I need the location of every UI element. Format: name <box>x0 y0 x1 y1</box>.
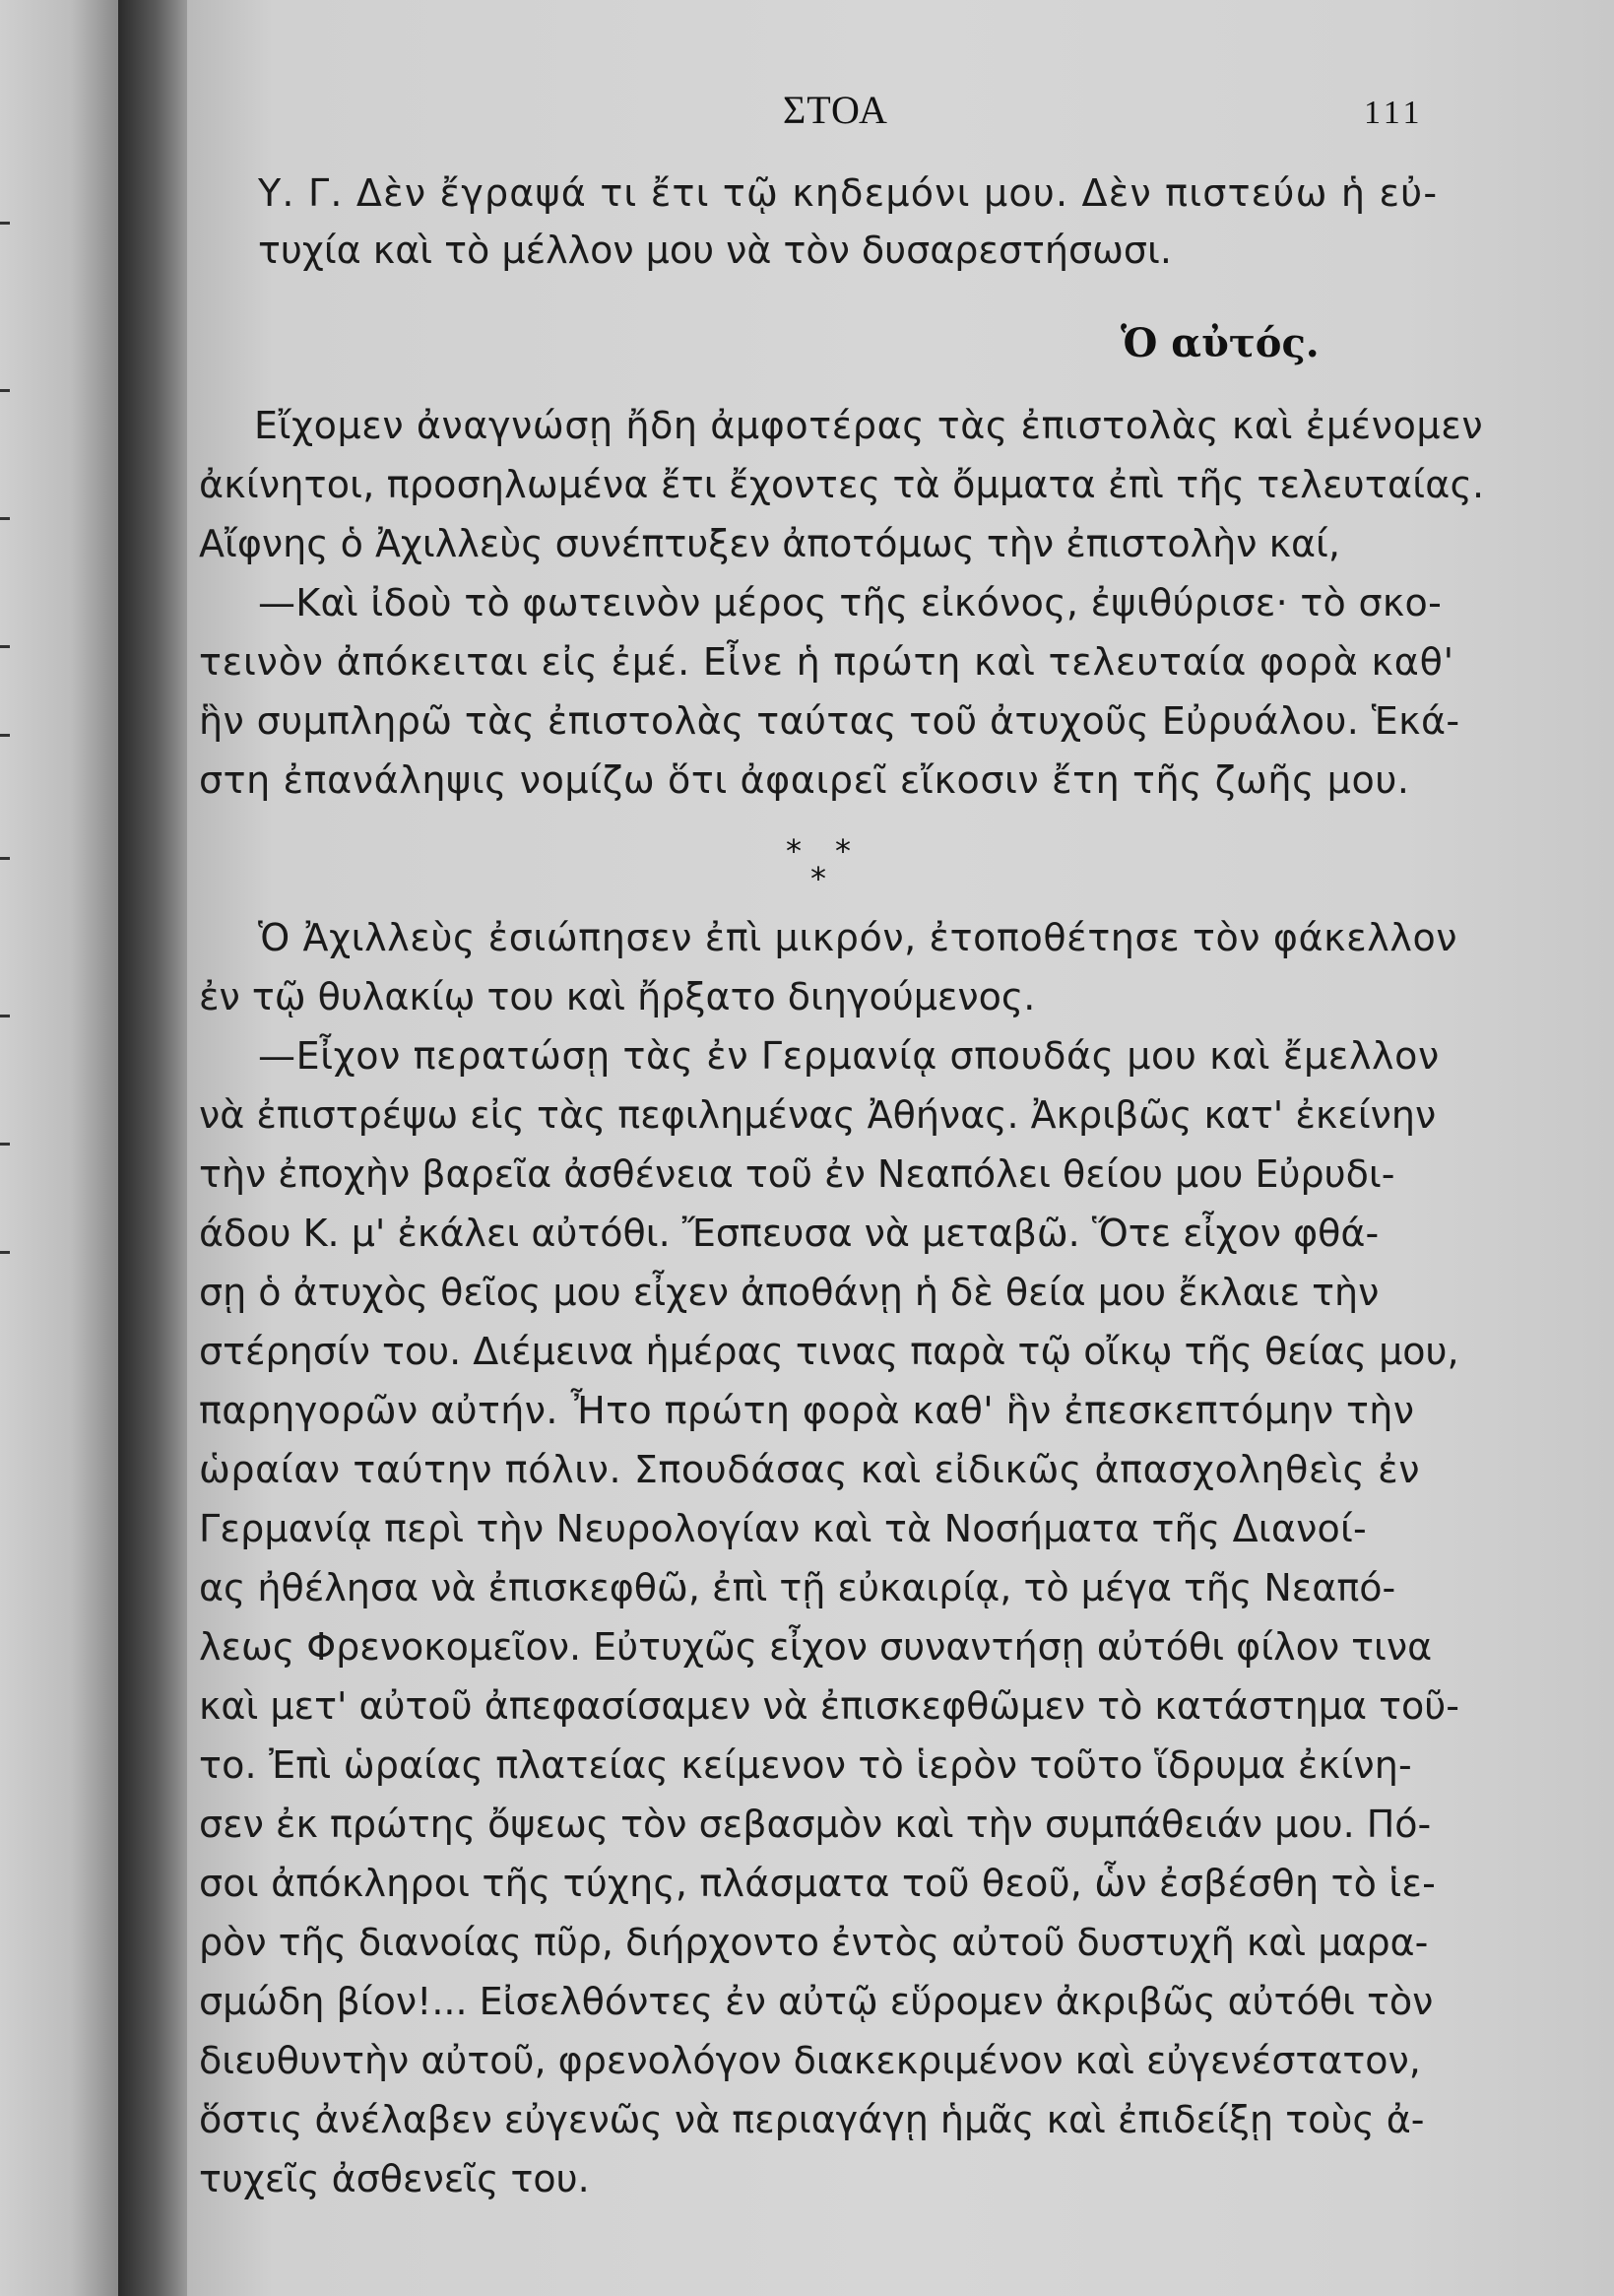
text-line: Εἴχομεν ἀναγνώσῃ ἤδη ἀμφοτέρας τὰς ἐπιστολὰς καὶ ἐμένομεν <box>254 404 1484 447</box>
text-line: νὰ ἐπιστρέψω εἰς τὰς πεφιλημένας Ἀθήνας. Ἀκριβῶς κατ' ἐκείνην <box>199 1093 1437 1137</box>
text-line: ὡραίαν ταύτην πόλιν. Σπουδάσας καὶ εἰδικῶς ἀπασχοληθεὶς ἐν <box>199 1448 1421 1491</box>
text-line: άδου Κ. μ' ἐκάλει αὐτόθι. Ἔσπευσα νὰ μεταβῶ. Ὅτε εἶχον φθά- <box>199 1212 1380 1255</box>
page-number: 111 <box>1364 95 1424 131</box>
text-line: σῃ ὁ ἀτυχὸς θεῖος μου εἶχεν ἀποθάνῃ ἡ δὲ θεία μου ἔκλαιε τὴν <box>199 1271 1380 1314</box>
asterism-star: * <box>835 832 851 870</box>
adjacent-page-mark <box>0 517 10 520</box>
adjacent-page-mark <box>0 1015 10 1017</box>
text-line: τεινὸν ἀπόκειται εἰς ἐμέ. Εἶνε ἡ πρώτη καὶ τελευταία φορὰ καθ' <box>199 640 1454 684</box>
text-line: —Καὶ ἰδοὺ τὸ φωτεινὸν μέρος τῆς εἰκόνος, ἐψιθύρισε· τὸ σκο- <box>258 581 1443 624</box>
adjacent-page-mark <box>0 645 10 648</box>
text-line: στέρησίν του. Διέμεινα ἡμέρας τινας παρὰ τῷ οἴκῳ τῆς θείας μου, <box>199 1330 1459 1373</box>
book-gutter <box>118 0 187 2296</box>
adjacent-page-mark <box>0 1251 10 1254</box>
text-line: ἐν τῷ θυλακίῳ του καὶ ἤρξατο διηγούμενος. <box>199 975 1036 1018</box>
text-line: παρηγορῶν αὐτήν. Ἦτο πρώτη φορὰ καθ' ἣν ἐπεσκεπτόμην τὴν <box>199 1389 1415 1432</box>
text-line: ἀκίνητοι, προσηλωμένα ἔτι ἔχοντες τὰ ὄμματα ἐπὶ τῆς τελευταίας. <box>199 463 1485 506</box>
text-line: Αἴφνης ὁ Ἀχιλλεὺς συνέπτυξεν ἀποτόμως τὴν ἐπιστολὴν καί, <box>199 522 1340 565</box>
section-break-asterism <box>778 832 867 901</box>
text-line: ας ἠθέλησα νὰ ἐπισκεφθῶ, ἐπὶ τῇ εὐκαιρίᾳ, τὸ μέγα τῆς Νεαπό- <box>199 1566 1396 1609</box>
text-line: τυχία καὶ τὸ μέλλον μου νὰ τὸν δυσαρεστήσωσι. <box>258 229 1172 272</box>
running-header-title: ΣΤΟΑ <box>783 88 888 132</box>
adjacent-page-mark <box>0 222 10 225</box>
text-line: τὴν ἐποχὴν βαρεῖα ἀσθένεια τοῦ ἐν Νεαπόλει θείου μου Εὐρυδι- <box>199 1152 1395 1196</box>
text-line: σεν ἐκ πρώτης ὄψεως τὸν σεβασμὸν καὶ τὴν συμπάθειάν μου. Πό- <box>199 1803 1432 1846</box>
text-line: Γερμανίᾳ περὶ τὴν Νευρολογίαν καὶ τὰ Νοσήματα τῆς Διανοί- <box>199 1507 1367 1550</box>
text-line: ὅστις ἀνέλαβεν εὐγενῶς νὰ περιαγάγῃ ἡμᾶς καὶ ἐπιδείξῃ τοὺς ἀ- <box>199 2098 1425 2141</box>
text-line: το. Ἐπὶ ὡραίας πλατείας κείμενον τὸ ἱερὸν τοῦτο ἵδρυμα ἐκίνη- <box>199 1743 1412 1787</box>
text-line: σμώδη βίον!... Εἰσελθόντες ἐν αὐτῷ εὕρομεν ἀκριβῶς αὐτόθι τὸν <box>199 1980 1434 2023</box>
adjacent-page-mark <box>0 389 10 392</box>
signature: Ὁ αὐτός. <box>1121 320 1320 366</box>
text-line: Υ. Γ. Δὲν ἔγραψά τι ἔτι τῷ κηδεμόνι μου. Δὲν πιστεύω ἡ εὐ- <box>258 171 1439 215</box>
asterism-star: * <box>786 832 802 870</box>
adjacent-page-mark <box>0 1143 10 1146</box>
book-page <box>187 0 1614 2296</box>
asterism-star: * <box>810 860 826 897</box>
text-line: καὶ μετ' αὐτοῦ ἀπεφασίσαμεν νὰ ἐπισκεφθῶμεν τὸ κατάστημα τοῦ- <box>199 1684 1459 1728</box>
text-line: διευθυντὴν αὐτοῦ, φρενολόγον διακεκριμένον καὶ εὐγενέστατον, <box>199 2039 1421 2082</box>
text-line: Ὁ Ἀχιλλεὺς ἐσιώπησεν ἐπὶ μικρόν, ἐτοποθέτησε τὸν φάκελλον <box>258 916 1458 959</box>
text-line: στη ἐπανάληψις νομίζω ὅτι ἀφαιρεῖ εἴκοσιν ἔτη τῆς ζωῆς μου. <box>199 758 1410 802</box>
adjacent-page-edge <box>0 0 118 2296</box>
text-line: λεως Φρενοκομεῖον. Εὐτυχῶς εἶχον συναντήσῃ αὐτόθι φίλον τινα <box>199 1625 1433 1669</box>
text-line: ρὸν τῆς διανοίας πῦρ, διήρχοντο ἐντὸς αὐτοῦ δυστυχῆ καὶ μαρα- <box>199 1921 1429 1964</box>
adjacent-page-mark <box>0 857 10 860</box>
text-line: —Εἶχον περατώσῃ τὰς ἐν Γερμανίᾳ σπουδάς μου καὶ ἔμελλον <box>258 1034 1440 1078</box>
text-line: σοι ἀπόκληροι τῆς τύχης, πλάσματα τοῦ θεοῦ, ὧν ἐσβέσθη τὸ ἱε- <box>199 1862 1437 1905</box>
adjacent-page-mark <box>0 734 10 737</box>
text-line: ἣν συμπληρῶ τὰς ἐπιστολὰς ταύτας τοῦ ἀτυχοῦς Εὐρυάλου. Ἑκά- <box>199 699 1460 743</box>
text-line: τυχεῖς ἀσθενεῖς του. <box>199 2157 590 2200</box>
